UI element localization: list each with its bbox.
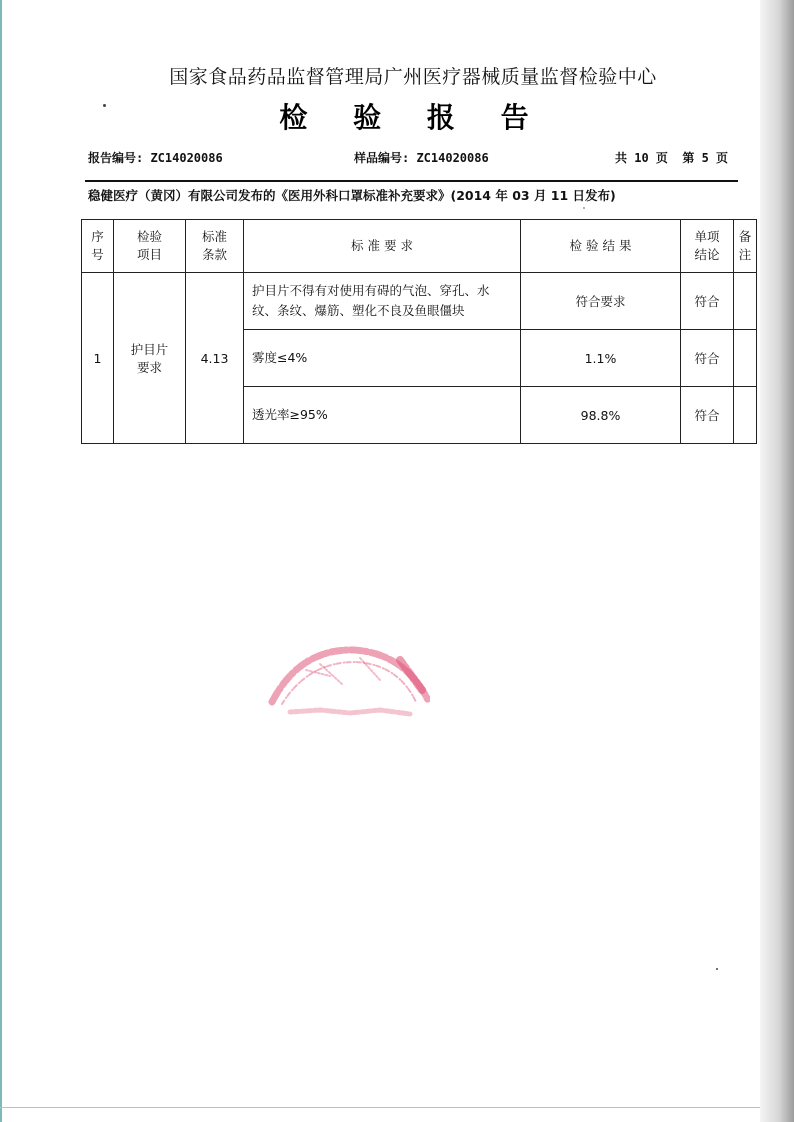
cell-requirement: 透光率≥95%	[244, 387, 521, 444]
page-info: 共 10 页 第 5 页	[615, 151, 729, 165]
cell-item: 护目片 要求	[114, 273, 186, 444]
cell-remark	[734, 387, 757, 444]
cell-requirement: 护目片不得有对使用有碍的气泡、穿孔、水 纹、条纹、爆筋、塑化不良及鱼眼僵块	[244, 273, 521, 330]
inspection-seal-graphic	[260, 640, 430, 720]
inspection-seal	[260, 640, 430, 720]
scan-speck	[716, 968, 718, 970]
cell-conclusion: 符合	[681, 387, 734, 444]
scan-speck	[583, 207, 585, 209]
header-seq: 序 号	[82, 220, 114, 273]
cell-seq: 1	[82, 273, 114, 444]
standard-note: 稳健医疗（黄冈）有限公司发布的《医用外科口罩标准补充要求》(2014 年 03 月 11 日发布)	[88, 188, 616, 203]
cell-result: 1.1%	[521, 330, 681, 387]
results-table	[81, 219, 757, 444]
table-row	[82, 273, 757, 330]
cell-requirement: 雾度≤4%	[244, 330, 521, 387]
cell-result: 符合要求	[521, 273, 681, 330]
header-clause: 标准 条款	[186, 220, 244, 273]
cell-result: 98.8%	[521, 387, 681, 444]
header-rule	[85, 180, 738, 182]
report-number: 报告编号: ZC14020086	[88, 151, 223, 165]
header-result: 检 验 结 果	[521, 220, 681, 273]
scan-bottom-edge	[0, 1107, 760, 1108]
table-header-row	[82, 220, 757, 273]
cell-remark	[734, 330, 757, 387]
header-requirement: 标 准 要 求	[244, 220, 521, 273]
report-title: 检 验 报 告	[279, 101, 547, 134]
header-conclusion: 单项 结论	[681, 220, 734, 273]
org-title: 国家食品药品监督管理局广州医疗器械质量监督检验中心	[169, 66, 657, 88]
sample-number: 样品编号: ZC14020086	[354, 151, 489, 165]
cell-conclusion: 符合	[681, 330, 734, 387]
cell-remark	[734, 273, 757, 330]
scan-left-edge	[0, 0, 2, 1122]
scan-right-shadow	[760, 0, 794, 1122]
cell-conclusion: 符合	[681, 273, 734, 330]
cell-clause: 4.13	[186, 273, 244, 444]
header-item: 检验 项目	[114, 220, 186, 273]
header-remark: 备 注	[734, 220, 757, 273]
scan-speck	[103, 104, 106, 107]
